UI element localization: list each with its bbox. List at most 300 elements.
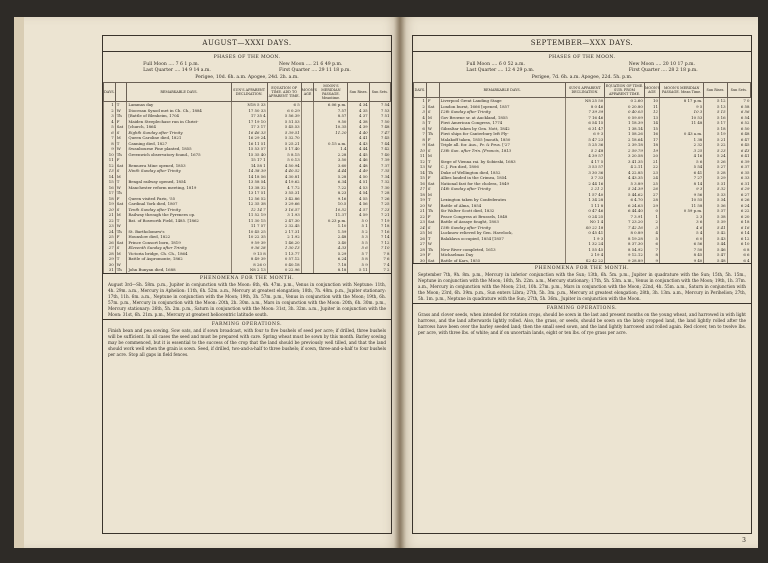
- sunrise-cell: 5 28: [704, 170, 727, 176]
- page-fringe: [14, 17, 24, 548]
- page-number: 3: [742, 537, 746, 544]
- equation-cell: 2 39.18: [605, 142, 645, 148]
- equation-cell: 5 56.39: [267, 113, 301, 119]
- weekday-cell: S: [426, 186, 439, 192]
- sunrise-cell: 5 36: [704, 203, 727, 209]
- sunrise-cell: 5 0: [348, 218, 369, 224]
- declination-cell: 14 58 1: [231, 163, 267, 169]
- day-cell: 16: [104, 185, 116, 191]
- remark-cell: Lucknow relieved by Gen. Havelock,: [439, 230, 565, 236]
- moon-passage-cell: 11 58: [660, 203, 704, 209]
- moon-passage-cell: 4 16: [660, 153, 704, 159]
- remark-cell: Maiden Steeplechase run in Christ-: [127, 119, 231, 125]
- month-header: AUGUST—XXXI DAYS.: [103, 36, 391, 52]
- weekday-cell: Th: [426, 247, 439, 253]
- column-header: EQUATION OF TIME. ADD TO APPARENT TIME.: [267, 83, 301, 102]
- table-header-row: [414, 83, 751, 98]
- moon-passage-cell: 6.06 p.m.: [314, 102, 348, 108]
- weekday-cell: F: [426, 98, 439, 104]
- equation-cell: 5 24.39: [605, 186, 645, 192]
- column-header: MOON'S MERIDIAN PASSAGE. Mean Time.: [660, 83, 704, 98]
- weekday-cell: F: [115, 119, 127, 125]
- day-cell: 13: [104, 168, 116, 174]
- moon-passage-cell: 5.28: [314, 174, 348, 180]
- equation-cell: 0 2.60: [605, 98, 645, 104]
- phase-item: First Quarter .... 29 11 18 p.m.: [279, 68, 351, 73]
- moon-age-cell: 6: [644, 241, 659, 247]
- remark-cell: Battle of Assaye fought, 1803: [439, 219, 565, 225]
- column-header: MOON'S MERIDIAN PASSAGE. Meantime.: [314, 83, 348, 102]
- sunset-cell: 7 50: [369, 119, 390, 125]
- day-cell: 24: [104, 229, 116, 235]
- equation-cell: 4 7.72: [267, 185, 301, 191]
- remark-cell: Eleventh Sunday after Trinity: [127, 245, 231, 251]
- sunrise-cell: 4 50: [348, 174, 369, 180]
- moon-passage-cell: 9.50: [314, 119, 348, 125]
- remark-cell: Lexington taken by Confederates: [439, 197, 565, 203]
- equation-cell: 5 51.53: [267, 119, 301, 125]
- farming-title: FARMING OPERATIONS.: [103, 319, 391, 327]
- day-cell: 15: [104, 179, 116, 185]
- sunset-cell: 7 23: [369, 207, 390, 213]
- declination-cell: 14 18 56: [231, 174, 267, 180]
- weekday-cell: Sat: [426, 104, 439, 110]
- sunrise-cell: 4 46: [348, 157, 369, 163]
- moon-passage-cell: 10 55: [660, 197, 704, 203]
- sunrise-cell: 5 23: [704, 148, 727, 154]
- moon-passage-cell: 5 4: [660, 230, 704, 236]
- sunset-cell: 7 10: [369, 245, 390, 251]
- moon-age-cell: 27: [644, 192, 659, 198]
- moon-passage-cell: 8 17 p.m.: [660, 98, 704, 104]
- sunrise-cell: 4 59: [348, 212, 369, 218]
- weekday-cell: T: [426, 236, 439, 242]
- declination-cell: 12 14 7: [231, 207, 267, 213]
- day-cell: 6: [414, 126, 427, 132]
- sunset-cell: 7 21: [369, 212, 390, 218]
- declination-cell: 7 39 39: [565, 109, 605, 115]
- equation-cell: 0 40.18: [267, 262, 301, 268]
- column-header: REMARKABLE DAYS.: [127, 83, 231, 102]
- sunset-cell: 7 4: [369, 262, 390, 268]
- declination-cell: 9 59 39: [231, 240, 267, 246]
- weekday-cell: S: [426, 225, 439, 231]
- equation-cell: 8 19.28: [605, 236, 645, 242]
- moon-passage-cell: 7 50: [660, 247, 704, 253]
- sunset-cell: 7 34: [369, 174, 390, 180]
- sunset-cell: 6 29: [727, 186, 750, 192]
- sunrise-cell: 5 31: [704, 181, 727, 187]
- remark-cell: Swanbourne Pine planted, 1855: [127, 146, 231, 152]
- day-cell: 14: [104, 174, 116, 180]
- declination-cell: 2 19 4: [565, 252, 605, 258]
- remark-cell: 13th Sun. after Trin. [Francis, 1813: [439, 148, 565, 154]
- day-cell: 21: [414, 208, 427, 214]
- sunset-cell: 6 56: [727, 109, 750, 115]
- phenomena-title: PHENOMENA FOR THE MONTH.: [413, 263, 751, 271]
- moon-passage-cell: 10.52: [314, 207, 348, 213]
- farming-text: Finish bean and pea sowing. Sow oats, and if sown broadcast, with four to five bushels of seed per acre; if drilled, three bushels will be sufficient. In all cases the seed and must be prepared with care. Spring wheat must be sown by this month. Barley sowing may be commenced, but it is essential to the success of the crop that the land should be previously well tilled, and that the land should work well when the grain is sown. Seed, if drilled, two-and-a-half to three bushels; if sown, three-and-a-half to four bushels per acre. Stop all gaps in field fences.: [108, 327, 386, 357]
- remark-cell: Battle of Kars, 1855: [439, 258, 565, 264]
- sunrise-cell: 4 57: [348, 207, 369, 213]
- moon-age-cell: 14: [644, 120, 659, 126]
- equation-cell: 6 0.29: [267, 108, 301, 114]
- day-cell: 28: [414, 247, 427, 253]
- remark-cell: Balaklava occupied, 1854 [1857: [439, 236, 565, 242]
- weekday-cell: Th: [115, 113, 127, 119]
- sunrise-cell: 5 6: [348, 245, 369, 251]
- sunrise-cell: 4 49: [348, 168, 369, 174]
- equation-cell: 6 24.63: [605, 203, 645, 209]
- remark-cell: Liverpool Great Landing Stage: [439, 98, 565, 104]
- remark-cell: Eighth Sunday after Trinity: [127, 130, 231, 136]
- remark-cell: Greenwich observatory found., 1675: [127, 152, 231, 158]
- day-cell: 7: [414, 131, 427, 137]
- day-cell: 23: [414, 219, 427, 225]
- day-cell: 29: [104, 256, 116, 262]
- moon-passage-cell: 5.29: [314, 251, 348, 257]
- september-rows: [414, 98, 751, 264]
- sunrise-cell: 5 1: [348, 223, 369, 229]
- equation-cell: 7 3.91: [605, 214, 645, 220]
- remark-cell: Battle of Aspromonte, 1862: [127, 256, 231, 262]
- moon-phases: [103, 60, 391, 74]
- sunrise-cell: 5 9: [348, 262, 369, 268]
- moon-passage-cell: 4.44: [314, 168, 348, 174]
- declination-cell: 16 46 33: [231, 130, 267, 136]
- declination-cell: 12 35 38: [231, 201, 267, 207]
- sunrise-cell: 5 5: [348, 240, 369, 246]
- day-cell: 3: [414, 109, 427, 115]
- equation-cell: 3 42.86: [267, 196, 301, 202]
- day-cell: 21: [104, 212, 116, 218]
- sunset-cell: 6 43: [727, 148, 750, 154]
- sunset-cell: 6 35: [727, 170, 750, 176]
- declination-cell: 15 17 1: [231, 157, 267, 163]
- sunset-cell: 6 20: [727, 214, 750, 220]
- equation-cell: 9 12.12: [605, 252, 645, 258]
- declination-cell: 6 9 3: [565, 131, 605, 137]
- equation-cell: 6 44.40: [605, 208, 645, 214]
- moon-passage-cell: 4 6: [660, 225, 704, 231]
- moon-age-cell: 9: [644, 258, 659, 264]
- moon-passage-cell: 6.24: [314, 256, 348, 262]
- remark-cell: Remuera Mine opened, 1853: [127, 163, 231, 169]
- sunset-cell: 6 4: [727, 258, 750, 264]
- declination-cell: 5 2 48: [565, 148, 605, 154]
- day-cell: 1: [104, 102, 116, 108]
- sunrise-cell: 5 29: [704, 175, 727, 181]
- moon-passage-cell: 3 6: [660, 219, 704, 225]
- september-calendar-table: [413, 82, 751, 263]
- column-header: Sun Rises.: [704, 83, 727, 98]
- moon-age-cell: 16: [644, 131, 659, 137]
- remark-cell: Bat. of Bosworth Field, 1485. [1862: [127, 218, 231, 224]
- sunset-cell: 6 26: [727, 197, 750, 203]
- sunset-cell: 6 47: [727, 137, 750, 143]
- moon-passage-cell: 8.57: [314, 113, 348, 119]
- day-cell: 9: [414, 142, 427, 148]
- moon-passage-cell: 11 48: [660, 120, 704, 126]
- equation-cell: 5 39.51: [267, 130, 301, 136]
- equation-cell: 5 44.62: [605, 192, 645, 198]
- sunset-cell: 7 51: [369, 113, 390, 119]
- moon-passage-cell: 8.23: [314, 190, 348, 196]
- sunrise-cell: 4 55: [348, 196, 369, 202]
- sunrise-cell: 4 45: [348, 152, 369, 158]
- moon-passage-cell: 2 32: [660, 142, 704, 148]
- declination-cell: 8 49 39: [231, 256, 267, 262]
- moon-age-cell: 7: [644, 247, 659, 253]
- declination-cell: 11 30 15: [231, 218, 267, 224]
- day-cell: 30: [104, 262, 116, 268]
- moon-passage-cell: 0 43 a.m.: [660, 131, 704, 137]
- day-cell: 16: [414, 181, 427, 187]
- equation-cell: 2 59.79: [605, 148, 645, 154]
- declination-cell: 9 13 8: [231, 251, 267, 257]
- moon-age-cell: 11: [644, 104, 659, 110]
- equation-cell: 1 18.39: [605, 120, 645, 126]
- sunrise-cell: 5 22: [704, 142, 727, 148]
- moon-age-cell: 24: [644, 175, 659, 181]
- equation-cell: 5 8.15: [267, 152, 301, 158]
- day-cell: 8: [104, 141, 116, 147]
- equation-cell: 1 58.26: [605, 131, 645, 137]
- column-header: REMARKABLE DAYS.: [439, 83, 565, 98]
- sunrise-cell: 5 44: [704, 241, 727, 247]
- remark-cell: 14th Sunday after Trinity: [439, 186, 565, 192]
- weekday-cell: T: [115, 179, 127, 185]
- equation-cell: 4 22.85: [605, 170, 645, 176]
- moon-passage-cell: 9 40: [660, 258, 704, 264]
- sunset-cell: 6 6: [727, 252, 750, 258]
- declination-cell: 17 50 33: [231, 108, 267, 114]
- declination-cell: 1 57 40: [565, 192, 605, 198]
- sunrise-cell: 5 17: [704, 120, 727, 126]
- august-calendar-table: [103, 82, 391, 273]
- sunset-cell: 6 52: [727, 120, 750, 126]
- moon-passage-cell: 9 56: [660, 192, 704, 198]
- day-cell: 27: [414, 241, 427, 247]
- remark-cell: Hounslow died, 1822: [127, 234, 231, 240]
- weekday-cell: Sat: [115, 240, 127, 246]
- moon-age-cell: 0: [644, 208, 659, 214]
- sunset-cell: 6 50: [727, 126, 750, 132]
- sunset-cell: 7 28: [369, 190, 390, 196]
- table-header-row: [104, 83, 391, 102]
- remark-cell: Bengal railway opened, 1854: [127, 179, 231, 185]
- moon-age-cell: 29: [644, 203, 659, 209]
- day-cell: 2: [414, 104, 427, 110]
- sunset-cell: 6 45: [727, 142, 750, 148]
- sunrise-cell: 5 12: [704, 98, 727, 104]
- day-cell: 15: [414, 175, 427, 181]
- remark-cell: Gibraltar taken by Gen. Nott, 1842: [439, 126, 565, 132]
- phenomena-title: PHENOMENA FOR THE MONTH.: [103, 273, 391, 281]
- sunrise-cell: 4 53: [348, 185, 369, 191]
- day-cell: 25: [104, 234, 116, 240]
- column-header: [115, 83, 127, 102]
- sunset-cell: 7 42: [369, 146, 390, 152]
- equation-cell: 8 37.30: [605, 241, 645, 247]
- remark-cell: First ships for Canterbury left Ply-: [439, 131, 565, 137]
- declination-cell: 1 11 8: [565, 203, 605, 209]
- declination-cell: 11 7 57: [231, 223, 267, 229]
- sunset-cell: 7 26: [369, 196, 390, 202]
- day-cell: 30: [414, 258, 427, 264]
- remark-cell: Lammas day: [127, 102, 231, 108]
- weekday-cell: T: [115, 218, 127, 224]
- weekday-cell: T: [426, 120, 439, 126]
- moon-passage-cell: 5 6: [660, 159, 704, 165]
- weekday-cell: W: [115, 108, 127, 114]
- sunset-cell: 7 12: [369, 240, 390, 246]
- weekday-cell: Sat: [426, 258, 439, 264]
- moon-passage-cell: 5 54: [660, 164, 704, 170]
- equation-cell: 5 3.89: [605, 181, 645, 187]
- equation-cell: 8 0.89: [605, 230, 645, 236]
- declination-cell: 1 55 45: [565, 247, 605, 253]
- equation-cell: 5 45.53: [267, 124, 301, 130]
- column-header: Sun Sets.: [369, 83, 390, 102]
- equation-cell: 5 32.70: [267, 135, 301, 141]
- sunrise-cell: 4 43: [348, 141, 369, 147]
- remark-cell: Queen visited Paris, '55: [127, 196, 231, 202]
- day-cell: 29: [414, 252, 427, 258]
- month-header: SEPTEMBER—XXX DAYS.: [413, 36, 751, 52]
- remark-cell: Sir Walter Scott died, 1832: [439, 208, 565, 214]
- moon-passage-cell: 0.23 p.m.: [314, 218, 348, 224]
- weekday-cell: Sat: [115, 201, 127, 207]
- declination-cell: 1 9 3: [565, 236, 605, 242]
- sunrise-cell: 5 7: [348, 251, 369, 257]
- declination-cell: 9 36 28: [231, 245, 267, 251]
- phenomena-text: August 3rd—Sh. 58m. p.m., Jupiter in conjunction with the Moon: 6th, 4h. 47m. p.m., Venus in conjunction with Neptune: 11th, 4h. 29m. a.m., Mercury in Aphelion: 11th, 6h. 52m. a.m., Mercury at greatest elongation; 18th, 7h. 48m. p.m., Jupiter stationary: 17th, 11h. 6m. a.m., Neptune in conjunction with the Moon; 19th, 3h. 57m. p.m., Venus in conjunction with the Moon; 19th, 6h. 57m. p.m., Mercury in conjunction with the Moon: 20th, 2h. 30m. a.m., Mars in conjunction with the Moon: 20th, 6h. 30m. p.m., Mercury stationary: 26th, 5h. 2m. p.m., Saturn in conjunction with the Moon: 31st, 3h. 32m. a.m., Jupiter in conjunction with the Moon: 31st, 6h. 21m. p.m., Mercury at greatest heliocentric latitude south.: [108, 281, 386, 317]
- weekday-cell: M: [426, 230, 439, 236]
- equation-cell: 2 17.31: [267, 229, 301, 235]
- moon-passage-cell: 10.35: [314, 124, 348, 130]
- day-cell: 26: [414, 236, 427, 242]
- column-header: DAYS.: [414, 83, 427, 98]
- day-cell: 10: [104, 152, 116, 158]
- equation-cell: 1 13.77: [267, 251, 301, 257]
- phases-title: PHASES OF THE MOON.: [548, 55, 616, 60]
- remark-cell: London burnt, 1666 [opened, 1857: [439, 104, 565, 110]
- moon-age-cell: 26: [644, 186, 659, 192]
- declination-cell: 5 47 23: [565, 137, 605, 143]
- declination-cell: 11 52 19: [231, 212, 267, 218]
- day-cell: 19: [104, 201, 116, 207]
- weekday-cell: T: [426, 197, 439, 203]
- declination-cell: 5 25 36: [565, 142, 605, 148]
- equation-cell: 6 4.70: [605, 197, 645, 203]
- day-cell: 20: [104, 207, 116, 213]
- weekday-cell: F: [115, 157, 127, 163]
- moon-passage-cell: 0.15 a.m.: [314, 141, 348, 147]
- declination-cell: N18 5 33: [231, 102, 267, 108]
- sunset-cell: 6 48: [727, 131, 750, 137]
- weekday-cell: F: [426, 214, 439, 220]
- phase-item: New Moon .... 20 10 17 p.m.: [628, 62, 695, 67]
- sunrise-cell: 5 42: [704, 230, 727, 236]
- day-cell: 12: [414, 159, 427, 165]
- moon-age-cell: 3: [644, 225, 659, 231]
- weekday-cell: M: [426, 115, 439, 121]
- remark-cell: Canning died, 1827: [127, 141, 231, 147]
- sunrise-cell: 5 39: [704, 219, 727, 225]
- weekday-cell: M: [115, 251, 127, 257]
- equation-cell: 2 32.45: [267, 223, 301, 229]
- day-cell: 27: [104, 245, 116, 251]
- moon-passage-cell: 0 59 p.m.: [660, 208, 704, 214]
- column-header: EQUATION OF TIME. SUB. FROM APPARENT TIME.: [605, 84, 644, 96]
- day-cell: 22: [414, 214, 427, 220]
- weekday-cell: T: [115, 141, 127, 147]
- sunrise-cell: 4 48: [348, 163, 369, 169]
- weekday-cell: S: [115, 168, 127, 174]
- perigee-apogee: Perigee, 7d. 6h. a.m. Apogee, 22d. 5h. p.m.: [531, 75, 633, 80]
- sunset-cell: 6 27: [727, 192, 750, 198]
- declination-cell: 13 17 51: [231, 190, 267, 196]
- declination-cell: 1 34 28: [565, 197, 605, 203]
- remark-cell: Michaelmas Day: [439, 252, 565, 258]
- moon-passage-cell: 1.59: [314, 229, 348, 235]
- sunset-cell: 7 0: [727, 98, 750, 104]
- sunrise-cell: 5 47: [704, 252, 727, 258]
- moon-passage-cell: 8 14: [660, 181, 704, 187]
- declination-cell: 17 35 4: [231, 113, 267, 119]
- sunrise-cell: 4 40: [348, 130, 369, 136]
- weekday-cell: S: [426, 109, 439, 115]
- day-cell: 28: [104, 251, 116, 257]
- moon-age-cell: 8: [644, 252, 659, 258]
- remark-cell: Siege of Vienna rai. by Sobieski, 1683: [439, 159, 565, 165]
- declination-cell: 16 11 51: [231, 141, 267, 147]
- equation-cell: 1 30.13: [267, 245, 301, 251]
- declination-cell: 0 45 41: [565, 230, 605, 236]
- declination-cell: S2 42 22: [565, 258, 605, 264]
- sunset-cell: 7 45: [369, 135, 390, 141]
- moon-passage-cell: 3.60: [314, 163, 348, 169]
- equation-cell: 3 55.31: [267, 190, 301, 196]
- equation-cell: 3 20.58: [605, 153, 645, 159]
- sunrise-cell: 5 3: [348, 234, 369, 240]
- weekday-cell: T: [426, 159, 439, 165]
- remark-cell: John Bunyan died, 1688: [127, 267, 231, 273]
- remark-cell: Allies landed in the Crimea, 1854: [439, 175, 565, 181]
- sunrise-cell: 4 44: [348, 146, 369, 152]
- equation-cell: 3 41.35: [605, 159, 645, 165]
- remark-cell: Cardinal York died, 1807: [127, 201, 231, 207]
- declination-cell: 3 53 57: [565, 164, 605, 170]
- day-cell: 12: [104, 163, 116, 169]
- moon-passage-cell: 1.10: [314, 223, 348, 229]
- remark-cell: 15th Sunday after Trinity: [439, 225, 565, 231]
- equation-cell: 5 0.13: [267, 157, 301, 163]
- weekday-cell: M: [426, 153, 439, 159]
- equation-cell: 8 54.92: [605, 247, 645, 253]
- right-page: [400, 17, 758, 548]
- day-cell: 18: [414, 192, 427, 198]
- equation-cell: 0 59.09: [605, 115, 645, 121]
- sunset-cell: 7 53: [369, 108, 390, 114]
- declination-cell: 17 19 10: [231, 119, 267, 125]
- september-frame: [412, 35, 752, 534]
- remark-cell: Tenth Sunday after Trinity: [127, 207, 231, 213]
- remark-cell: Manchester reform meeting, 1819: [127, 185, 231, 191]
- phase-item: Full Moon .... 7 6 1 p.m.: [143, 62, 200, 67]
- remark-cell: [church, 1864: [127, 124, 231, 130]
